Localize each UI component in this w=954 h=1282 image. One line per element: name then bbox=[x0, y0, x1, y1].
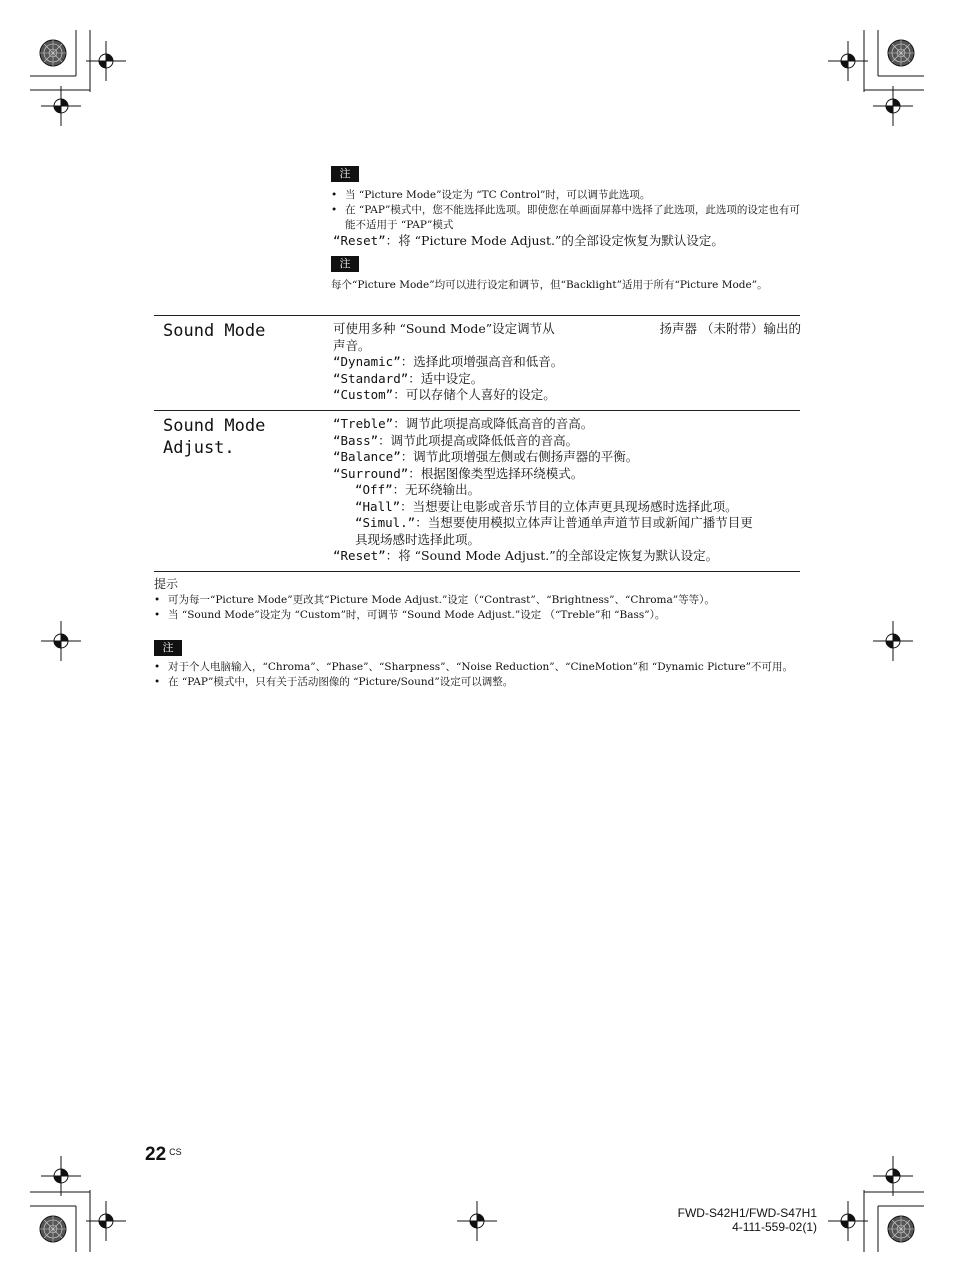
note-label: 注 bbox=[331, 166, 359, 182]
option-text: 当想要使用模拟立体声让普通单声道节目或新闻广播节目更 bbox=[427, 515, 753, 530]
registration-cross-icon bbox=[86, 41, 126, 81]
option-text: 选择此项增强高音和低音。 bbox=[413, 354, 564, 369]
table-divider bbox=[154, 571, 800, 572]
option-key: “Standard”： bbox=[333, 370, 421, 386]
registration-cross-icon bbox=[873, 1156, 913, 1196]
adjust-option bbox=[333, 548, 801, 565]
surround-option bbox=[333, 515, 801, 532]
tip-item: • 当 “Sound Mode”设定为 “Custom”时，可调节 “Sound Mode Adjust.”设定 （“Treble”和 “Bass”）。 bbox=[154, 608, 802, 623]
sound-mode-adjust-label bbox=[163, 415, 265, 459]
registration-cross-icon bbox=[86, 1201, 126, 1241]
option-key: “Dynamic”： bbox=[333, 354, 414, 369]
adjust-option bbox=[333, 466, 801, 483]
sound-mode-intro-a: 可使用多种 “Sound Mode”设定调节从 bbox=[333, 321, 555, 336]
option-text: 当想要让电影或音乐节目的立体声更具现场感时选择此项。 bbox=[412, 498, 738, 514]
adjust-option bbox=[333, 416, 801, 433]
note-item: • 在 “PAP”模式中，您不能选择此选项。即使您在单画面屏幕中选择了此选项，此选项的设定也有可能不适用于 “PAP”模式 bbox=[331, 203, 801, 233]
option-key: “Treble”： bbox=[333, 416, 406, 431]
note-text: 每个“Picture Mode”均可以进行设定和调节，但“Backlight”适用于所有“Picture Mode”。 bbox=[331, 279, 768, 291]
note-item: • 对于个人电脑输入，“Chroma”、“Phase”、“Sharpness”、“Noise Reduction”、“CineMotion”和 “Dynamic Picture”不可用。 bbox=[154, 660, 802, 675]
option-key: “Surround”： bbox=[333, 465, 421, 481]
footer-model: FWD-S42H1/FWD-S47H1 bbox=[677, 1206, 817, 1220]
sound-mode-intro-b: 扬声器 （未附带）输出的 bbox=[659, 321, 801, 336]
registration-cross-icon bbox=[41, 1156, 81, 1196]
option-text: 根据图像类型选择环绕模式。 bbox=[420, 465, 584, 481]
registration-cross-icon bbox=[828, 41, 868, 81]
sound-mode-intro bbox=[333, 321, 801, 338]
note-item: • 当 “Picture Mode”设定为 “TC Control”时，可以调节此选项。 bbox=[331, 188, 801, 203]
option-key: “Off”： bbox=[355, 482, 406, 497]
option-key: “Bass”： bbox=[333, 432, 391, 448]
tip-item: • 可为每一“Picture Mode”更改其“Picture Mode Adjust.”设定（“Contrast”、“Brightness”、“Chroma”等等）。 bbox=[154, 593, 802, 608]
page-number-suffix: CS bbox=[169, 1147, 182, 1157]
reset-key: “Reset”： bbox=[333, 233, 399, 248]
adjust-option bbox=[333, 449, 801, 466]
option-text: 适中设定。 bbox=[420, 370, 484, 386]
footer bbox=[600, 1206, 817, 1234]
sound-mode-option bbox=[333, 371, 801, 388]
sound-mode-adjust-description bbox=[333, 416, 801, 565]
registration-star-icon bbox=[40, 1216, 66, 1242]
registration-cross-icon bbox=[41, 86, 81, 126]
registration-star-icon bbox=[40, 40, 66, 66]
label-line: Adjust. bbox=[163, 438, 235, 458]
table-divider bbox=[154, 410, 800, 411]
registration-cross-icon bbox=[457, 1201, 497, 1241]
registration-cross-icon bbox=[873, 621, 913, 661]
sound-mode-label: Sound Mode bbox=[163, 321, 266, 341]
surround-option-cont: 具现场感时选择此项。 bbox=[355, 531, 481, 547]
option-text: 将 “Sound Mode Adjust.”的全部设定恢复为默认设定。 bbox=[398, 548, 719, 563]
option-text: 无环绕输出。 bbox=[405, 482, 481, 497]
option-text: 调节此项增强左侧或右侧扬声器的平衡。 bbox=[413, 449, 639, 464]
bottom-note-list bbox=[154, 660, 802, 690]
adjust-option bbox=[333, 433, 801, 450]
reset-text: 将 “Picture Mode Adjust.”的全部设定恢复为默认设定。 bbox=[398, 233, 724, 248]
sound-mode-option bbox=[333, 354, 801, 371]
option-text: 调节此项提高或降低低音的音高。 bbox=[390, 432, 579, 448]
registration-cross-icon bbox=[873, 86, 913, 126]
registration-cross-icon bbox=[41, 621, 81, 661]
sound-mode-description bbox=[333, 321, 801, 404]
option-key: “Simul.”： bbox=[355, 515, 428, 530]
note-label: 注 bbox=[154, 640, 182, 656]
page-number-value: 22 bbox=[145, 1144, 167, 1165]
option-key: “Reset”： bbox=[333, 548, 399, 563]
label-line: Sound Mode bbox=[163, 416, 266, 436]
option-text: 可以存储个人喜好的设定。 bbox=[405, 387, 556, 402]
option-key: “Hall”： bbox=[355, 498, 413, 514]
sound-mode-option bbox=[333, 387, 801, 404]
registration-star-icon bbox=[888, 1216, 914, 1242]
footer-code: 4-111-559-02(1) bbox=[732, 1220, 817, 1234]
option-key: “Balance”： bbox=[333, 449, 414, 464]
page-number bbox=[145, 1144, 182, 1166]
registration-star-icon bbox=[888, 40, 914, 66]
sound-mode-intro-cont: 声音。 bbox=[333, 337, 371, 353]
table-divider bbox=[154, 315, 800, 316]
surround-option bbox=[333, 482, 801, 499]
tips-list bbox=[154, 593, 802, 623]
note-list bbox=[331, 188, 801, 233]
registration-cross-icon bbox=[828, 1201, 868, 1241]
reset-line bbox=[333, 233, 803, 250]
note-item: • 在 “PAP”模式中，只有关于活动图像的 “Picture/Sound”设定可以调整。 bbox=[154, 675, 802, 690]
tips-title: 提示 bbox=[154, 577, 179, 591]
surround-option bbox=[333, 499, 801, 516]
option-key: “Custom”： bbox=[333, 387, 406, 402]
note-label: 注 bbox=[331, 256, 359, 272]
option-text: 调节此项提高或降低高音的音高。 bbox=[405, 416, 594, 431]
